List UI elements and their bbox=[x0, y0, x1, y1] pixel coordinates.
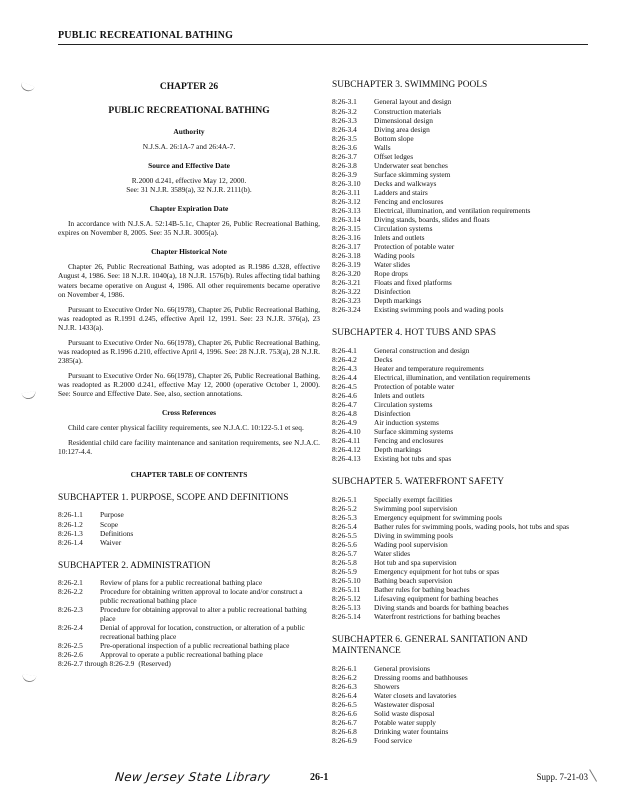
section-title: Disinfection bbox=[374, 408, 411, 418]
chapter-number: CHAPTER 26 bbox=[159, 82, 219, 92]
section-title: Solid waste disposal bbox=[374, 709, 435, 719]
section-number: 8:26-5.11 bbox=[332, 584, 361, 594]
section-title: Potable water supply bbox=[374, 718, 436, 728]
section-title: Walls bbox=[374, 142, 391, 152]
section-title: Wastewater disposal bbox=[374, 700, 435, 710]
section-number: 8:26-2.3 bbox=[58, 605, 83, 615]
section-title: Denial of approval for location, construction, or alteration of a public recreational bathing place bbox=[100, 623, 305, 642]
section-number: 8:26-3.13 bbox=[332, 205, 361, 215]
source-line-1: R.2000 d.241, effective May 12, 2000. bbox=[131, 176, 247, 186]
section-title: General layout and design bbox=[374, 97, 452, 107]
section-number: 8:26-4.4 bbox=[332, 372, 357, 382]
toc-left bbox=[58, 493, 320, 668]
section-title: Depth markings bbox=[374, 296, 422, 306]
section-number: 8:26-3.21 bbox=[332, 278, 361, 288]
section-title: Procedure for obtaining approval to alter a public recreational bathing place bbox=[100, 605, 307, 624]
section-title: Offset ledges bbox=[374, 151, 414, 161]
section-title: Air induction systems bbox=[374, 417, 439, 427]
subchapter-heading: SUBCHAPTER 2. ADMINISTRATION bbox=[58, 560, 211, 571]
supplement-date: Supp. 7-21-03 bbox=[536, 772, 588, 782]
section-title: Waiver bbox=[100, 537, 122, 547]
toc-list bbox=[332, 495, 594, 621]
section-number: 8:26-2.4 bbox=[58, 623, 83, 633]
section-title: Purpose bbox=[100, 510, 124, 520]
section-title: Diving stands, boards, slides and floats bbox=[374, 214, 490, 224]
section-title: Review of plans for a public recreational bathing place bbox=[100, 578, 263, 588]
section-number: 8:26-5.5 bbox=[332, 530, 357, 540]
cross-references-heading: Cross References bbox=[161, 407, 217, 417]
section-title: Rope drops bbox=[374, 269, 408, 279]
section-number: 8:26-5.10 bbox=[332, 575, 361, 585]
section-number: 8:26-1.1 bbox=[58, 510, 83, 520]
cross-reference-paragraph: Residential child care facility maintenance and sanitation requirements, see N.J.A.C. 10:127-4.4. bbox=[58, 437, 320, 456]
section-title: Decks bbox=[374, 354, 393, 364]
section-number: 8:26-6.7 bbox=[332, 718, 357, 728]
section-title: Floats and fixed platforms bbox=[374, 278, 452, 288]
section-title: Circulation systems bbox=[374, 223, 433, 233]
section-number: 8:26-3.23 bbox=[332, 296, 361, 306]
section-title: Food service bbox=[374, 736, 412, 746]
section-number: 8:26-3.12 bbox=[332, 196, 361, 206]
section-number: 8:26-2.1 bbox=[58, 578, 83, 588]
section-title: Lifesaving equipment for bathing beaches bbox=[374, 593, 499, 603]
section-number: 8:26-5.4 bbox=[332, 521, 357, 531]
section-number: 8:26-2.6 bbox=[58, 650, 83, 660]
cross-reference-paragraph: Child care center physical facility requirements, see N.J.A.C. 10:122-5.1 et seq. bbox=[68, 422, 304, 432]
history-paragraph: Pursuant to Executive Order No. 66(1978), Chapter 26, Public Recreational Bathing, was readopted as R.2000 d.241, effective May 12, 2000 (operative October 1, 2000). See: Source and Effective Date. See, also, section annotations. bbox=[58, 370, 320, 398]
section-title: Dimensional design bbox=[374, 115, 433, 125]
section-title: Procedure for obtaining written approval to locate and/or construct a public recreational bathing place bbox=[100, 587, 303, 606]
section-title: Showers bbox=[374, 682, 400, 691]
section-number: 8:26-4.13 bbox=[332, 454, 361, 464]
section-number: 8:26-4.3 bbox=[332, 363, 357, 373]
section-title: Diving stands and boards for bathing beaches bbox=[374, 602, 509, 612]
scan-mark bbox=[19, 82, 35, 93]
toc-list bbox=[332, 664, 594, 745]
section-title: General construction and design bbox=[374, 345, 470, 355]
section-title: Electrical, illumination, and ventilation requirements bbox=[374, 205, 531, 215]
section-title: Drinking water fountains bbox=[374, 727, 449, 737]
section-title: Water slides bbox=[374, 548, 411, 558]
expiration-heading: Chapter Expiration Date bbox=[149, 204, 229, 214]
section-title: Wading pools bbox=[374, 251, 415, 260]
library-stamp: New Jersey State Library bbox=[114, 770, 271, 784]
section-title: Bather rules for bathing beaches bbox=[374, 584, 470, 594]
section-title: Inlets and outlets bbox=[374, 390, 425, 400]
section-title: Bather rules for swimming pools, wading pools, hot tubs and spas bbox=[374, 521, 570, 531]
section-number: 8:26-3.19 bbox=[332, 260, 361, 270]
history-paragraph: Pursuant to Executive Order No. 66(1978), Chapter 26, Public Recreational Bathing, was readopted as R.1996 d.210, effective April 4, 1996. See: 28 N.J.R. 753(a), 28 N.J.R. 2385(a). bbox=[58, 337, 320, 365]
section-title: Inlets and outlets bbox=[374, 232, 425, 242]
toc-list bbox=[58, 578, 320, 668]
authority-heading: Authority bbox=[173, 127, 205, 137]
subchapter-heading: SUBCHAPTER 5. WATERFRONT SAFETY bbox=[332, 477, 505, 488]
section-title: Surface skimming systems bbox=[374, 426, 454, 436]
section-number: 8:26-4.5 bbox=[332, 381, 357, 391]
section-title: Pre-operational inspection of a public recreational bathing place bbox=[100, 641, 290, 651]
section-number: 8:26-2.5 bbox=[58, 641, 83, 651]
toc-heading: CHAPTER TABLE OF CONTENTS bbox=[130, 469, 248, 479]
section-title: Swimming pool supervision bbox=[374, 503, 458, 513]
header-rule bbox=[58, 44, 588, 45]
section-title: Specially exempt facilities bbox=[374, 494, 453, 504]
scan-mark bbox=[21, 391, 36, 400]
right-column bbox=[332, 80, 594, 745]
toc-row bbox=[58, 659, 320, 668]
section-number: 8:26-5.3 bbox=[332, 512, 357, 522]
subchapter-heading: SUBCHAPTER 6. GENERAL SANITATION AND MAINTENANCE bbox=[332, 635, 528, 657]
section-number: 8:26-5.14 bbox=[332, 611, 361, 621]
section-number: 8:26-5.8 bbox=[332, 557, 357, 567]
section-title: Waterfront restrictions for bathing beaches bbox=[374, 611, 501, 621]
section-number: 8:26-3.6 bbox=[332, 142, 357, 152]
section-title: Surface skimming system bbox=[374, 169, 451, 179]
toc-right bbox=[332, 80, 594, 745]
section-number: 8:26-5.13 bbox=[332, 602, 361, 612]
running-head: PUBLIC RECREATIONAL BATHING bbox=[58, 30, 234, 41]
history-heading: Chapter Historical Note bbox=[151, 247, 227, 257]
section-number: 8:26-3.1 bbox=[332, 97, 357, 107]
section-number: 8:26-3.5 bbox=[332, 133, 357, 143]
section-number: 8:26-3.14 bbox=[332, 214, 361, 224]
toc-list bbox=[58, 510, 320, 546]
section-number: 8:26-5.12 bbox=[332, 593, 361, 603]
history-paragraph: Chapter 26, Public Recreational Bathing, was adopted as R.1986 d.328, effective August 4, 1986. See: 18 N.J.R. 1040(a), 18 N.J.R. 1576(b). Rules affecting tidal bathing waters became operative on August 4, 1986. All other requirements became operative on November 4, 1986. bbox=[58, 262, 320, 299]
section-title: General provisions bbox=[374, 663, 431, 673]
section-title: Existing swimming pools and wading pools bbox=[374, 305, 504, 315]
section-number: 8:26-5.1 bbox=[332, 494, 357, 504]
subchapter-heading: SUBCHAPTER 1. PURPOSE, SCOPE AND DEFINITIONS bbox=[58, 493, 289, 503]
section-title: Depth markings bbox=[374, 445, 422, 455]
section-number: 8:26-3.17 bbox=[332, 241, 361, 251]
section-title: Diving in swimming pools bbox=[374, 530, 454, 540]
section-number: 8:26-4.7 bbox=[332, 399, 357, 409]
subchapter-heading: SUBCHAPTER 3. SWIMMING POOLS bbox=[332, 80, 488, 90]
source-heading: Source and Effective Date bbox=[148, 161, 230, 171]
section-number: 8:26-3.8 bbox=[332, 160, 357, 170]
toc-list bbox=[332, 346, 594, 463]
section-title: Scope bbox=[100, 519, 119, 529]
section-number: 8:26-6.2 bbox=[332, 672, 357, 682]
section-number: 8:26-3.3 bbox=[332, 115, 357, 125]
toc-list bbox=[332, 97, 594, 314]
section-title: Diving area design bbox=[374, 124, 430, 134]
section-title: Emergency equipment for swimming pools bbox=[374, 512, 502, 522]
section-number: 8:26-2.2 bbox=[58, 587, 83, 597]
section-title: Circulation systems bbox=[374, 399, 433, 409]
section-number: 8:26-3.15 bbox=[332, 223, 361, 233]
scan-mark bbox=[22, 674, 37, 683]
section-title: Bathing beach supervision bbox=[374, 575, 453, 585]
source-line-2: See: 31 N.J.R. 3589(a), 32 N.J.R. 2111(b). bbox=[126, 185, 252, 195]
section-title: Dressing rooms and bathhouses bbox=[374, 672, 468, 682]
section-number: 8:26-2.7 through 8:26-2.9 bbox=[58, 659, 135, 669]
section-title: Ladders and stairs bbox=[374, 187, 428, 197]
section-number: 8:26-6.3 bbox=[332, 682, 357, 691]
section-number: 8:26-3.24 bbox=[332, 305, 361, 315]
section-title: Fencing and enclosures bbox=[374, 196, 444, 206]
section-number: 8:26-6.9 bbox=[332, 736, 357, 746]
section-number: 8:26-4.2 bbox=[332, 354, 357, 364]
section-number: 8:26-1.4 bbox=[58, 537, 83, 547]
authority-text: N.J.S.A. 26:1A-7 and 26:4A-7. bbox=[142, 142, 236, 152]
section-number: 8:26-5.7 bbox=[332, 548, 357, 558]
section-title: Bottom slope bbox=[374, 133, 414, 143]
expiration-text: In accordance with N.J.S.A. 52:14B-5.1c, Chapter 26, Public Recreational Bathing, expires on November 8, 2005. See: 35 N.J.R. 3005(a). bbox=[58, 219, 320, 238]
section-number: 8:26-6.8 bbox=[332, 727, 357, 737]
section-number: 8:26-3.10 bbox=[332, 178, 361, 188]
section-title: Disinfection bbox=[374, 287, 411, 297]
section-number: 8:26-5.2 bbox=[332, 503, 357, 513]
section-title: Emergency equipment for hot tubs or spas bbox=[374, 566, 500, 576]
section-title: Wading pool supervision bbox=[374, 539, 448, 549]
section-title: Definitions bbox=[100, 528, 134, 538]
section-number: 8:26-4.6 bbox=[332, 390, 357, 400]
section-title: Hot tub and spa supervision bbox=[374, 557, 457, 567]
section-title: Protection of potable water bbox=[374, 381, 455, 391]
section-number: 8:26-5.9 bbox=[332, 566, 357, 576]
section-title: Protection of potable water bbox=[374, 241, 455, 251]
section-number: 8:26-3.18 bbox=[332, 251, 361, 260]
section-title: Construction materials bbox=[374, 106, 442, 116]
section-number: 8:26-4.11 bbox=[332, 436, 361, 445]
page-number: 26-1 bbox=[310, 772, 329, 783]
left-column bbox=[58, 80, 320, 668]
subchapter-heading: SUBCHAPTER 4. HOT TUBS AND SPAS bbox=[332, 328, 496, 339]
section-number: 8:26-1.2 bbox=[58, 519, 83, 529]
section-number: 8:26-3.2 bbox=[332, 106, 357, 116]
section-title: Electrical, illumination, and ventilation requirements bbox=[374, 372, 531, 382]
section-number: 8:26-4.8 bbox=[332, 408, 357, 418]
section-title: Heater and temperature requirements bbox=[374, 363, 484, 373]
section-number: 8:26-4.1 bbox=[332, 345, 357, 355]
section-number: 8:26-6.1 bbox=[332, 663, 357, 673]
section-number: 8:26-6.6 bbox=[332, 709, 357, 719]
section-number: 8:26-3.7 bbox=[332, 151, 357, 161]
chapter-title: PUBLIC RECREATIONAL BATHING bbox=[108, 105, 270, 116]
section-title: Approval to operate a public recreational bathing place bbox=[100, 650, 263, 660]
section-number: 8:26-3.9 bbox=[332, 169, 357, 179]
section-title: Water closets and lavatories bbox=[374, 691, 457, 701]
section-number: 8:26-3.11 bbox=[332, 187, 361, 197]
section-number: 8:26-6.4 bbox=[332, 691, 357, 701]
section-number: 8:26-4.12 bbox=[332, 445, 361, 455]
section-title: (Reserved) bbox=[138, 659, 171, 669]
section-number: 8:26-3.22 bbox=[332, 287, 361, 297]
section-title: Decks and walkways bbox=[374, 178, 437, 188]
section-number: 8:26-3.20 bbox=[332, 269, 361, 279]
section-number: 8:26-5.6 bbox=[332, 539, 357, 549]
section-number: 8:26-1.3 bbox=[58, 528, 83, 538]
history-paragraph: Pursuant to Executive Order No. 66(1978), Chapter 26, Public Recreational Bathing, was readopted as R.1991 d.245, effective April 12, 1991. See: 23 N.J.R. 376(a), 23 N.J.R. 1433(a). bbox=[58, 304, 320, 332]
section-number: 8:26-3.4 bbox=[332, 124, 357, 134]
section-title: Existing hot tubs and spas bbox=[374, 454, 452, 464]
section-title: Water slides bbox=[374, 260, 411, 270]
section-number: 8:26-4.9 bbox=[332, 417, 357, 427]
section-title: Underwater seat benches bbox=[374, 160, 448, 170]
section-number: 8:26-4.10 bbox=[332, 426, 361, 436]
section-title: Fencing and enclosures bbox=[374, 436, 444, 445]
section-number: 8:26-3.16 bbox=[332, 232, 361, 242]
section-number: 8:26-6.5 bbox=[332, 700, 357, 710]
